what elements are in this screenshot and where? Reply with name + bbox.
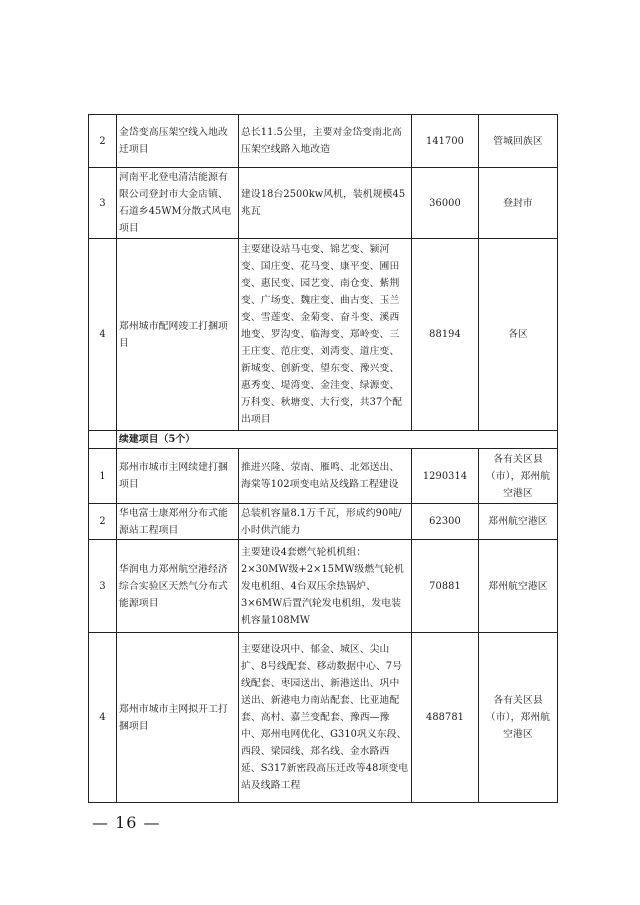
row-number: 2	[89, 504, 117, 540]
project-content: 主要建设站马屯变、锦艺变、颍河变、国庄变、花马变、康平变、圃田变、惠民变、园艺变、南仓变、紫荆变、广场变、魏庄变、曲古变、玉兰变、雪莲变、金菊变、奋斗变、溪西地变、罗沟变、临海变、郑岭变、三王庄变、范庄变、刘湾变、道庄变、新城变、创新变、望东变、豫兴变、惠秀变、堤湾变、金洼变、绿源变、万科变、秋塘变、大行变，共37个配出项目	[239, 239, 412, 431]
project-name: 郑州市城市主网续建打捆项目	[117, 449, 239, 504]
project-table	[88, 114, 558, 803]
project-area: 各有关区县（市），郑州航空港区	[479, 633, 558, 803]
project-area: 各有关区县（市），郑州航空港区	[479, 449, 558, 504]
table-row	[89, 633, 558, 803]
project-content: 推进兴隆、荥南、雁鸣、北郊送出、海棠等102项变电站及线路工程建设	[239, 449, 412, 504]
project-content: 主要建设4套燃气轮机机组：2×30MW级+2×15MW级燃气轮机发电机组、4台双压余热锅炉、3×6MW后置汽轮发电机组，发电装机容量108MW	[239, 540, 412, 633]
project-area: 管城回族区	[479, 115, 558, 168]
project-area: 郑州航空港区	[479, 504, 558, 540]
table-row	[89, 540, 558, 633]
project-name: 华润电力郑州航空港经济综合实验区天然气分布式能源项目	[117, 540, 239, 633]
row-number: 4	[89, 239, 117, 431]
table-row	[89, 239, 558, 431]
project-content: 主要建设巩中、郁金、城区、尖山扩、8号线配套、移动数据中心、7号线配套、枣园送出、新港送出、巩中送出、新港电力南站配套、比亚迪配套、高村、嘉兰变配套、豫西—豫中、郑州电网优化、G310巩义东段、西段、梁园线、郑名线、金水路西延、S317新密段高压迁改等48项变电站及线路工程	[239, 633, 412, 803]
project-content: 总长11.5公里，主要对金岱变南北高压架空线路入地改造	[239, 115, 412, 168]
page-number: — 16 —	[92, 813, 161, 832]
investment-amount: 88194	[412, 239, 479, 431]
section-row	[89, 431, 558, 449]
row-number: 2	[89, 115, 117, 168]
project-content: 总装机容量8.1万千瓦，形成约90吨/小时供汽能力	[239, 504, 412, 540]
table-row	[89, 115, 558, 168]
row-number: 4	[89, 633, 117, 803]
table-row	[89, 168, 558, 239]
row-number: 3	[89, 540, 117, 633]
project-name: 金岱变高压架空线入地改迁项目	[117, 115, 239, 168]
project-name: 郑州市城市主网拟开工打捆项目	[117, 633, 239, 803]
project-name: 河南平北登电清洁能源有限公司登封市大金店镇、石道乡45WM分散式风电项目	[117, 168, 239, 239]
table-row	[89, 504, 558, 540]
section-spacer	[89, 431, 117, 449]
project-area: 郑州航空港区	[479, 540, 558, 633]
project-area: 登封市	[479, 168, 558, 239]
investment-amount: 62300	[412, 504, 479, 540]
row-number: 1	[89, 449, 117, 504]
investment-amount: 36000	[412, 168, 479, 239]
section-label: 续建项目（5个）	[117, 431, 558, 449]
investment-amount: 70881	[412, 540, 479, 633]
investment-amount: 488781	[412, 633, 479, 803]
row-number: 3	[89, 168, 117, 239]
investment-amount: 141700	[412, 115, 479, 168]
project-content: 建设18台2500kw风机，装机规模45兆瓦	[239, 168, 412, 239]
project-area: 各区	[479, 239, 558, 431]
project-name: 郑州城市配网竣工打捆项目	[117, 239, 239, 431]
table-row	[89, 449, 558, 504]
project-name: 华电富士康郑州分布式能源站工程项目	[117, 504, 239, 540]
investment-amount: 1290314	[412, 449, 479, 504]
